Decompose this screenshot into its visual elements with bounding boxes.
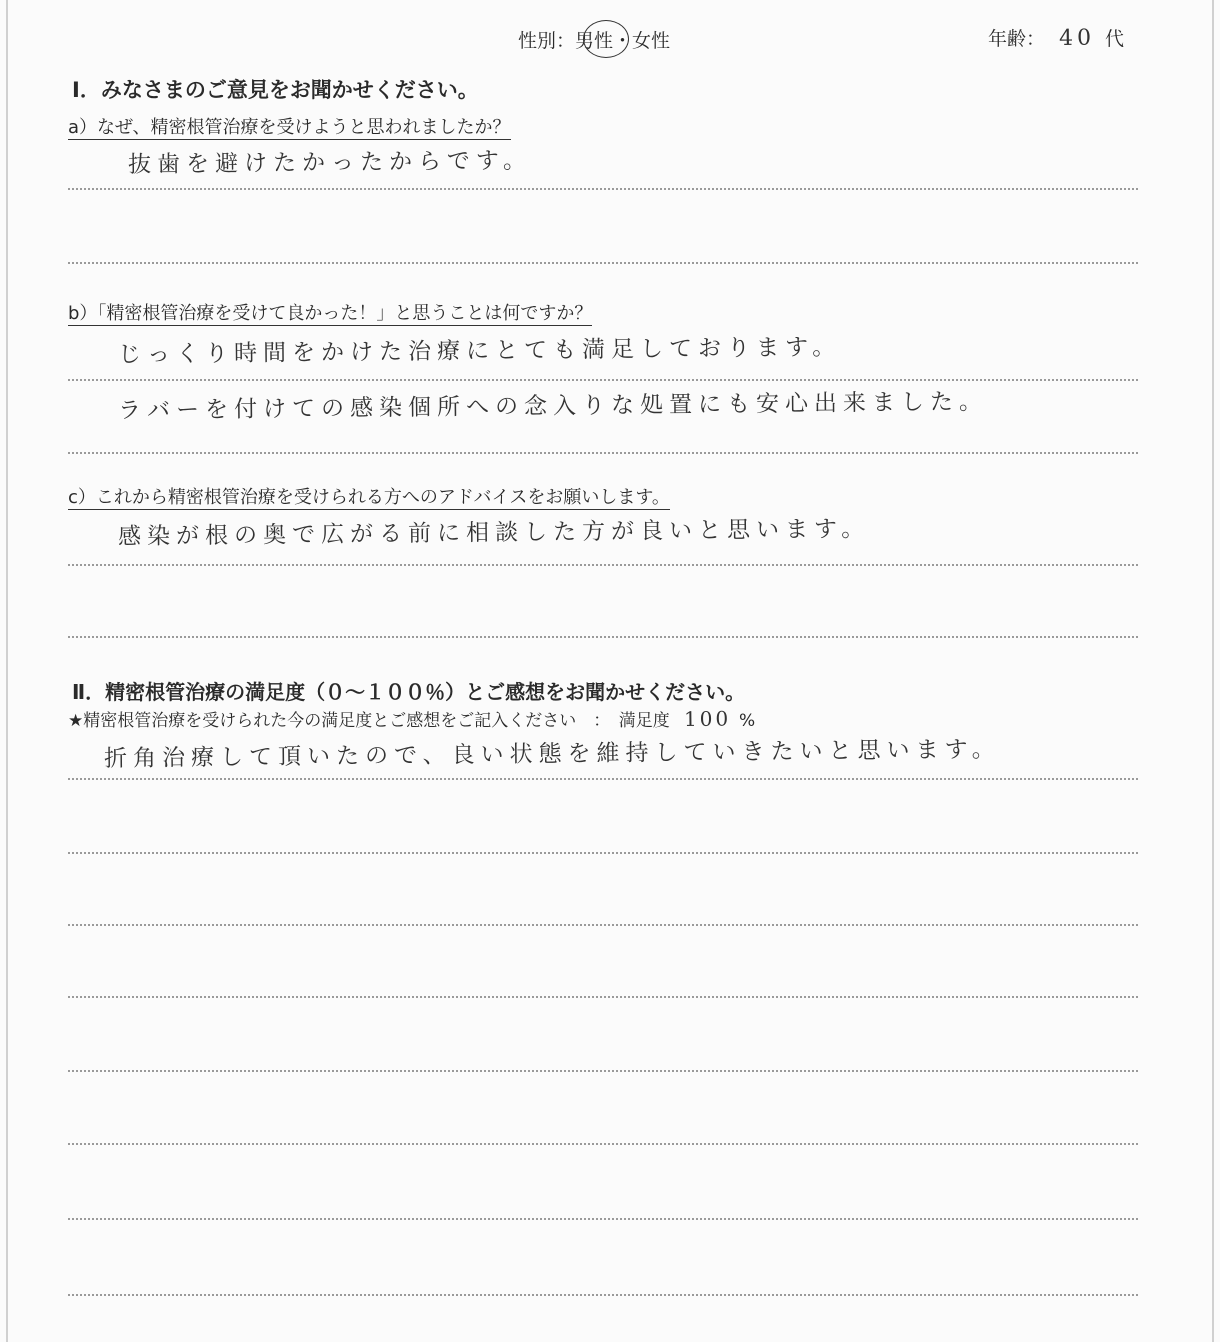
impression-rule-4 (68, 996, 1138, 998)
satisfaction-prompt: ★精密根管治療を受けられた今の満足度とご感想をご記入ください ： 満足度 (68, 711, 670, 731)
question-a (68, 113, 511, 139)
impression-rule-6 (68, 1143, 1138, 1145)
question-c (68, 483, 670, 509)
impression-rule-3 (68, 924, 1138, 926)
satisfaction-row (68, 706, 755, 731)
section2-heading: Ⅱ．精密根管治療の満足度（０～１００％）とご感想をお聞かせください。 (72, 680, 746, 704)
impression-rule-5 (68, 1070, 1138, 1072)
answer-b-rule-1 (68, 379, 1138, 381)
age-suffix: 代 (1105, 28, 1125, 50)
impression-rule-1 (68, 778, 1138, 780)
answer-a-line1[interactable]: 抜歯を避けたかったからです。 (127, 147, 533, 178)
impression-rule-8 (68, 1294, 1138, 1296)
satisfaction-unit: % (738, 711, 756, 731)
answer-a-rule-1 (68, 188, 1138, 190)
impression-rule-7 (68, 1218, 1138, 1220)
age-label: 年齢： (988, 28, 1046, 50)
question-b (68, 299, 592, 325)
gender-selection-circle (583, 20, 629, 58)
question-b-text: b）「精密根管治療を受けて良かった！」と思うことは何ですか？ (68, 303, 593, 324)
impression-rule-2 (68, 852, 1138, 854)
answer-c-rule-1 (68, 564, 1138, 566)
answer-c-rule-2 (68, 636, 1138, 638)
section1-heading: Ⅰ．みなさまのご意見をお聞かせください。 (72, 78, 479, 102)
answer-b-rule-2 (68, 452, 1138, 454)
gender-label: 性別： (518, 30, 576, 52)
answer-a-rule-2 (68, 262, 1138, 264)
answer-b-line2[interactable]: ラバーを付けての感染個所への念入りな処置にも安心出来ました。 (117, 388, 989, 424)
gender-separator: ・ (613, 30, 633, 52)
right-paper-edge (1212, 0, 1214, 1342)
gender-option-male[interactable]: 男性 (575, 30, 614, 52)
question-a-text: a）なぜ、精密根管治療を受けようと思われましたか？ (68, 117, 511, 138)
satisfaction-value[interactable]: 100 (683, 706, 732, 731)
gender-option-female[interactable]: 女性 (632, 30, 671, 52)
age-value[interactable]: 40 (1058, 25, 1096, 51)
question-c-text: c）これから精密根管治療を受けられる方へのアドバイスをお願いします。 (68, 487, 670, 508)
age-field (988, 24, 1124, 51)
answer-c-line1[interactable]: 感染が根の奥で広がる前に相談した方が良いと思います。 (117, 516, 871, 550)
impression-line1[interactable]: 折角治療して頂いたので、良い状態を維持していきたいと思います。 (103, 736, 1001, 772)
left-paper-edge (6, 0, 8, 1342)
answer-b-line1[interactable]: じっくり時間をかけた治療にとても満足しております。 (117, 334, 842, 368)
